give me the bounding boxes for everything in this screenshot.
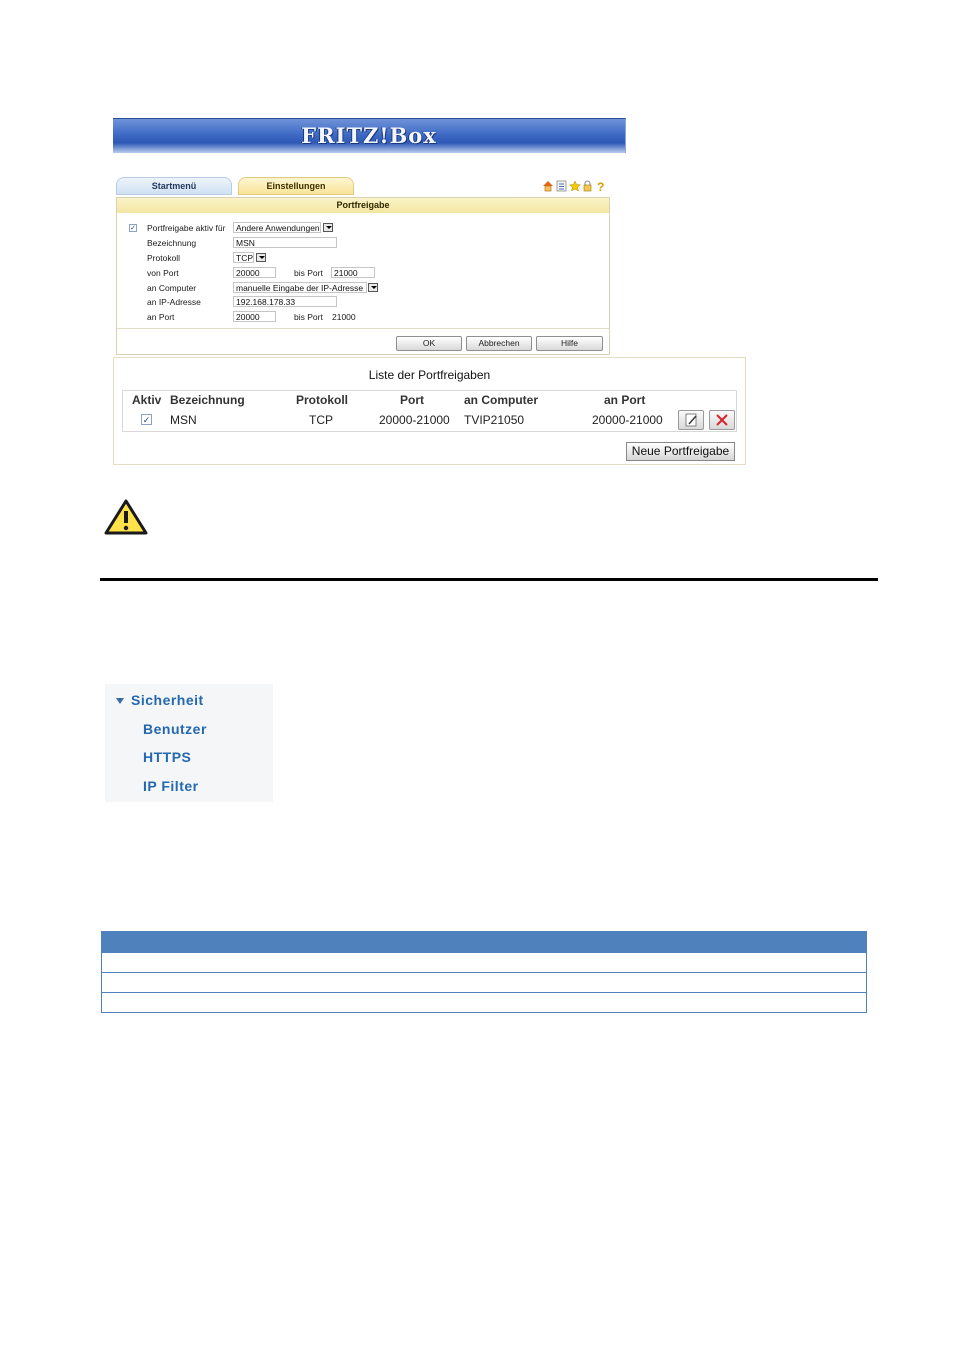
portfreigabe-enable-checkbox[interactable]: ✓ [130,225,136,232]
delete-button[interactable] [709,410,735,430]
bis-port-2-value: 21000 [332,312,356,322]
menu-item-benutzer[interactable]: Benutzer [143,721,207,737]
row-computer: TVIP21050 [464,413,525,427]
tab-einstellungen[interactable]: Einstellungen [238,177,354,195]
new-portfreigabe-button[interactable]: Neue Portfreigabe [626,442,735,461]
row-port: 20000-21000 [379,413,450,427]
ok-button[interactable]: OK [396,336,462,351]
col-header-aktiv: Aktiv [132,393,162,407]
lock-icon[interactable] [584,181,591,191]
portfreigaben-list [113,357,746,465]
delete-icon [710,411,734,429]
security-menu [105,684,273,802]
panel-title: Portfreigabe [117,198,609,213]
list-title: Liste der Portfreigaben [368,368,491,382]
home-icon[interactable] [543,181,553,191]
portfreigabe-enable-label: Portfreigabe aktiv für [147,223,226,233]
menu-item-https[interactable]: HTTPS [143,749,192,765]
help-icon[interactable] [597,180,604,192]
expand-arrow-icon[interactable] [116,698,124,704]
bis-port-2-label: bis Port [294,312,323,322]
menu-section-sicherheit[interactable]: Sicherheit [131,692,204,708]
table-row-divider [102,972,866,973]
row-an-port: 20000-21000 [592,413,663,427]
table-header [102,932,866,953]
an-port-label: an Port [147,312,175,322]
fritzbox-logo: FRITZ!Box [301,123,437,148]
nav-icon-bar [542,179,612,191]
col-header-an-port: an Port [604,393,646,407]
panel-divider [117,328,609,329]
protokoll-select[interactable]: TCP [233,252,254,263]
an-port-input[interactable]: 20000 [233,311,276,322]
svg-text:?: ? [597,180,605,192]
list-table [122,390,737,432]
menu-item-ip-filter[interactable]: IP Filter [143,778,199,794]
an-computer-select[interactable]: manuelle Eingabe der IP-Adresse [233,282,367,293]
col-header-port: Port [400,393,424,407]
tab-startmenu[interactable]: Startmenü [116,177,232,195]
cancel-button[interactable]: Abbrechen [466,336,532,351]
ip-address-input[interactable]: 192.168.178.33 [233,296,337,307]
sitemap-icon[interactable] [557,181,566,191]
fritzbox-banner [113,118,626,153]
table-row-divider [102,992,866,993]
bis-port-label: bis Port [294,268,323,278]
portfreigabe-panel [116,197,610,355]
row-protokoll: TCP [309,413,333,427]
row-aktiv-checkbox[interactable]: ✓ [142,415,151,425]
section-divider [100,578,878,581]
an-computer-label: an Computer [147,283,197,293]
bezeichnung-label: Bezeichnung [147,238,197,248]
protokoll-dropdown-icon[interactable] [256,253,266,262]
empty-table [101,931,867,1013]
edit-button[interactable] [678,410,704,430]
bezeichnung-input[interactable]: MSN [233,237,337,248]
warning-icon [103,498,149,536]
bis-port-input[interactable]: 21000 [331,267,375,278]
col-header-an-computer: an Computer [464,393,539,407]
application-select[interactable]: Andere Anwendungen [233,222,321,233]
col-header-bezeichnung: Bezeichnung [170,393,245,407]
an-computer-dropdown-icon[interactable] [368,283,378,292]
ip-address-label: an IP-Adresse [147,297,201,307]
help-button[interactable]: Hilfe [536,336,603,351]
favorite-star-icon[interactable] [570,181,581,191]
protokoll-label: Protokoll [147,253,181,263]
von-port-label: von Port [147,268,179,278]
col-header-protokoll: Protokoll [296,393,349,407]
application-dropdown-icon[interactable] [323,223,333,232]
von-port-input[interactable]: 20000 [233,267,276,278]
edit-icon [679,411,703,429]
row-bezeichnung: MSN [170,413,197,427]
